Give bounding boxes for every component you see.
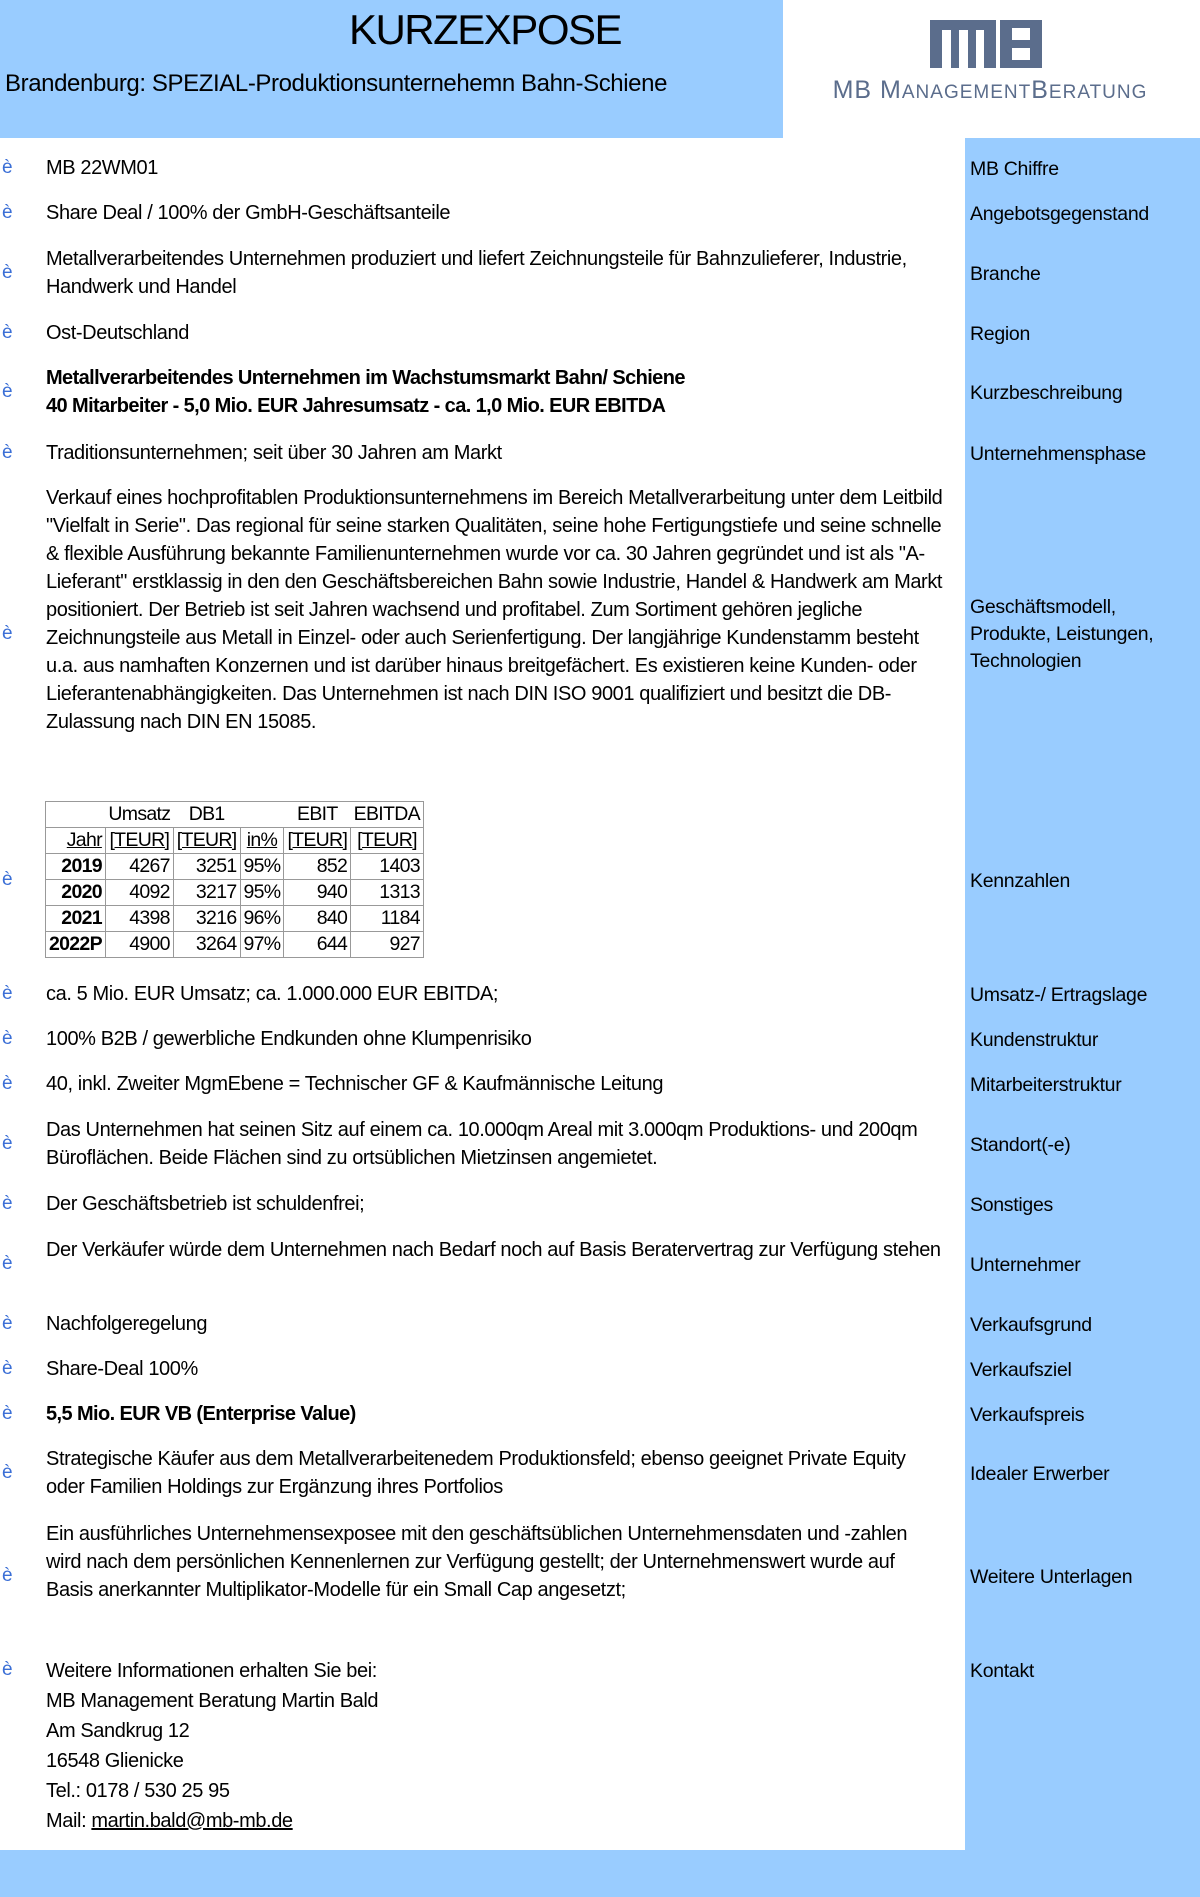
row-label: Weitere Unterlagen bbox=[970, 1566, 1133, 1588]
table-header-row bbox=[46, 828, 424, 854]
row-label: MB Chiffre bbox=[970, 158, 1059, 180]
arrow-bullet-icon: è bbox=[2, 1358, 13, 1379]
arrow-bullet-icon: è bbox=[2, 1462, 13, 1483]
contact-phone: Tel.: 0178 / 530 25 95 bbox=[46, 1780, 230, 1802]
row-text bbox=[46, 364, 946, 420]
row-label: Mitarbeiterstruktur bbox=[970, 1074, 1122, 1096]
row-label: Unternehmer bbox=[970, 1254, 1081, 1276]
arrow-bullet-icon: è bbox=[2, 1403, 13, 1424]
table-cell-year: 2021 bbox=[46, 906, 106, 932]
row-label: Angebotsgegenstand bbox=[970, 203, 1149, 225]
table-cell: 644 bbox=[284, 932, 351, 958]
row-label: Standort(-e) bbox=[970, 1134, 1071, 1156]
arrow-bullet-icon: è bbox=[2, 983, 13, 1004]
arrow-bullet-icon: è bbox=[2, 322, 13, 343]
table-cell: 4267 bbox=[105, 854, 173, 880]
arrow-bullet-icon: è bbox=[2, 623, 13, 644]
table-row bbox=[46, 906, 424, 932]
table-cell: 95% bbox=[240, 854, 284, 880]
row-label: Region bbox=[970, 323, 1030, 345]
table-cell: 1403 bbox=[351, 854, 424, 880]
footer-band bbox=[0, 1850, 1200, 1897]
row-label: Kontakt bbox=[970, 1660, 1035, 1682]
table-cell: 3264 bbox=[173, 932, 240, 958]
row-text: Verkauf eines hochprofitablen Produktionsunternehmens im Bereich Metallverarbeitung unter dem Leitbild "Vielfalt in Serie". Das regional für seine starken Qualitäten, seine hohe Fertigungstiefe und seine schnelle & flexible Ausführung bekannte Familienunternehmen wurde vor ca. 30 Jahren gegründet und ist als "A-Lieferant" erstklassig in den den Geschäftsbereichen Bahn sowie Industrie, Handel & Handwerk am Markt positioniert. Der Betrieb ist seit Jahren wachsend und profitabel. Zum Sortiment gehören jegliche Zeichnungsteile aus Metall in Einzel- oder auch Serienfertigung. Der langjährige Kundenstamm besteht u.a. aus namhaften Konzernen und ist darüber hinaus breitgefächert. Es existieren keine Kunden- oder Lieferantenabhängigkeiten. Das Unternehmen ist nach DIN ISO 9001 qualifiziert und besitzt die DB-Zulassung nach DIN EN 15085. bbox=[46, 487, 943, 733]
row-label: Kennzahlen bbox=[970, 870, 1071, 892]
table-cell: 4398 bbox=[105, 906, 173, 932]
table-cell: 96% bbox=[240, 906, 284, 932]
table-row bbox=[46, 880, 424, 906]
row-label: Verkaufsgrund bbox=[970, 1314, 1092, 1336]
arrow-bullet-icon: è bbox=[2, 1193, 13, 1214]
row-text: Share Deal / 100% der GmbH-Geschäftsanteile bbox=[46, 202, 451, 224]
kennzahlen-table bbox=[45, 801, 424, 958]
table-header-cell bbox=[240, 802, 284, 828]
row-text-line: Metallverarbeitendes Unternehmen im Wachstumsmarkt Bahn/ Schiene bbox=[46, 367, 685, 389]
arrow-bullet-icon: è bbox=[2, 1565, 13, 1586]
contact-city: 16548 Glienicke bbox=[46, 1750, 184, 1772]
table-header-cell: [TEUR] bbox=[284, 828, 351, 854]
row-label: Verkaufspreis bbox=[970, 1404, 1085, 1426]
table-cell: 927 bbox=[351, 932, 424, 958]
table-cell: 3251 bbox=[173, 854, 240, 880]
table-cell: 95% bbox=[240, 880, 284, 906]
row-text: Traditionsunternehmen; seit über 30 Jahren am Markt bbox=[46, 442, 502, 464]
mb-logo-mark-icon bbox=[930, 20, 1042, 68]
table-cell-year: 2020 bbox=[46, 880, 106, 906]
row-text: Nachfolgeregelung bbox=[46, 1313, 208, 1335]
row-text: Share-Deal 100% bbox=[46, 1358, 198, 1380]
arrow-bullet-icon: è bbox=[2, 381, 13, 402]
arrow-bullet-icon: è bbox=[2, 262, 13, 283]
table-cell: 4900 bbox=[105, 932, 173, 958]
row-label: Branche bbox=[970, 263, 1041, 285]
table-row bbox=[46, 932, 424, 958]
arrow-bullet-icon: è bbox=[2, 157, 13, 178]
arrow-bullet-icon: è bbox=[2, 1028, 13, 1049]
table-header-cell: [TEUR] bbox=[351, 828, 424, 854]
document-subtitle: Brandenburg: SPEZIAL-Produktionsunternehemn Bahn-Schiene bbox=[5, 70, 668, 97]
table-cell: 840 bbox=[284, 906, 351, 932]
row-label: Umsatz-/ Ertragslage bbox=[970, 984, 1148, 1006]
contact-mail-prefix: Mail: bbox=[46, 1810, 92, 1832]
row-label: Kundenstruktur bbox=[970, 1029, 1099, 1051]
table-cell: 4092 bbox=[105, 880, 173, 906]
contact-intro: Weitere Informationen erhalten Sie bei: bbox=[46, 1660, 377, 1682]
table-header-cell: EBITDA bbox=[351, 802, 424, 828]
row-text: MB 22WM01 bbox=[46, 157, 158, 179]
table-header-cell: Umsatz bbox=[105, 802, 173, 828]
table-cell: 1313 bbox=[351, 880, 424, 906]
logo-wordmark: MB MANAGEMENTBERATUNG bbox=[832, 76, 1148, 104]
row-text: Strategische Käufer aus dem Metallverarbeitenedem Produktionsfeld; ebenso geeignet Private Equity oder Familien Holdings zur Ergänzung ihres Portfolios bbox=[46, 1448, 906, 1498]
contact-email-link[interactable]: martin.bald@mb-mb.de bbox=[91, 1810, 293, 1832]
company-logo bbox=[800, 18, 1180, 108]
arrow-bullet-icon: è bbox=[2, 1133, 13, 1154]
table-cell: 97% bbox=[240, 932, 284, 958]
arrow-bullet-icon: è bbox=[2, 1313, 13, 1334]
row-text: Metallverarbeitendes Unternehmen produziert und liefert Zeichnungsteile für Bahnzulieferer, Industrie, Handwerk und Handel bbox=[46, 248, 907, 298]
contact-mail-line bbox=[46, 1806, 946, 1836]
row-text: Ein ausführliches Unternehmensexposee mit den geschäftsüblichen Unternehmensdaten und -zahlen wird nach dem persönlichen Kennenlernen zur Verfügung gestellt; der Unternehmenswert wurde auf Basis anerkannter Multiplikator-Modelle für ein Small Cap angesetzt; bbox=[46, 1523, 908, 1601]
row-text: Das Unternehmen hat seinen Sitz auf einem ca. 10.000qm Areal mit 3.000qm Produktions- und 200qm Büroflächen. Beide Flächen sind zu ortsüblichen Mietzinsen angemietet. bbox=[46, 1119, 918, 1169]
table-header-cell bbox=[46, 802, 106, 828]
table-cell: 1184 bbox=[351, 906, 424, 932]
table-header-cell: EBIT bbox=[284, 802, 351, 828]
row-label: Sonstiges bbox=[970, 1194, 1053, 1216]
arrow-bullet-icon: è bbox=[2, 869, 13, 890]
table-cell: 852 bbox=[284, 854, 351, 880]
contact-company: MB Management Beratung Martin Bald bbox=[46, 1690, 379, 1712]
table-header-cell: [TEUR] bbox=[105, 828, 173, 854]
arrow-bullet-icon: è bbox=[2, 1659, 13, 1680]
table-cell: 3216 bbox=[173, 906, 240, 932]
arrow-bullet-icon: è bbox=[2, 202, 13, 223]
contact-block bbox=[46, 1656, 946, 1836]
arrow-bullet-icon: è bbox=[2, 1253, 13, 1274]
document-title: KURZEXPOSE bbox=[348, 6, 622, 53]
table-header-cell: Jahr bbox=[46, 828, 106, 854]
row-label: Kurzbeschreibung bbox=[970, 382, 1123, 404]
row-label: Idealer Erwerber bbox=[970, 1463, 1110, 1485]
table-cell: 3217 bbox=[173, 880, 240, 906]
table-cell: 940 bbox=[284, 880, 351, 906]
table-cell-year: 2022P bbox=[46, 932, 106, 958]
row-text: 100% B2B / gewerbliche Endkunden ohne Klumpenrisiko bbox=[46, 1028, 532, 1050]
contact-street: Am Sandkrug 12 bbox=[46, 1720, 190, 1742]
row-label: Unternehmensphase bbox=[970, 443, 1146, 465]
row-text-line: 40 Mitarbeiter - 5,0 Mio. EUR Jahresumsatz - ca. 1,0 Mio. EUR EBITDA bbox=[46, 395, 666, 417]
row-text: ca. 5 Mio. EUR Umsatz; ca. 1.000.000 EUR EBITDA; bbox=[46, 983, 499, 1005]
arrow-bullet-icon: è bbox=[2, 1073, 13, 1094]
table-cell-year: 2019 bbox=[46, 854, 106, 880]
table-header-row bbox=[46, 802, 424, 828]
table-header-cell: [TEUR] bbox=[173, 828, 240, 854]
row-label: Geschäftsmodell, Produkte, Leistungen, Technologien bbox=[970, 596, 1154, 672]
row-label: Verkaufsziel bbox=[970, 1359, 1072, 1381]
row-text: Der Verkäufer würde dem Unternehmen nach Bedarf noch auf Basis Beratervertrag zur Verfügung stehen bbox=[46, 1239, 941, 1261]
row-text: 40, inkl. Zweiter MgmEbene = Technischer GF & Kaufmännische Leitung bbox=[46, 1073, 664, 1095]
row-text: 5,5 Mio. EUR VB (Enterprise Value) bbox=[46, 1403, 356, 1425]
table-row bbox=[46, 854, 424, 880]
row-text: Der Geschäftsbetrieb ist schuldenfrei; bbox=[46, 1193, 365, 1215]
arrow-bullet-icon: è bbox=[2, 442, 13, 463]
table-header-cell: DB1 bbox=[173, 802, 240, 828]
row-text: Ost-Deutschland bbox=[46, 322, 189, 344]
table-header-cell: in% bbox=[240, 828, 284, 854]
